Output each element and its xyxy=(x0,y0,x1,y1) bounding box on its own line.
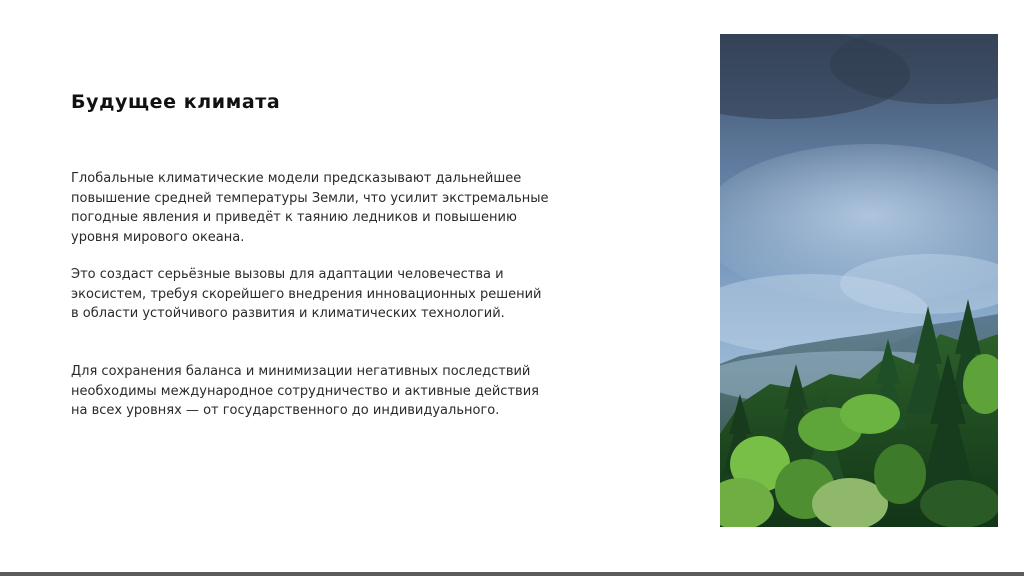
bottom-border xyxy=(0,572,1024,576)
paragraph-3: Для сохранения баланса и минимизации негативных последствий необходимы международное сотрудничество и активные действия на всех уровнях — от государственного до индивидуального. xyxy=(71,364,539,418)
slide-title: Будущее климата xyxy=(71,91,281,113)
forest-illustration xyxy=(720,34,998,527)
forest-photo xyxy=(720,34,998,527)
paragraph-1: Глобальные климатические модели предсказывают дальнейшее повышение средней температуры Земли, что усилит экстремальные погодные явления и приведёт к таянию ледников и повышению уровня мирового океана. xyxy=(71,171,549,245)
paragraph-2: Это создаст серьёзные вызовы для адаптации человечества и экосистем, требуя скорейшего внедрения инновационных решений в области устойчивого развития и климатических технологий. xyxy=(71,267,542,321)
